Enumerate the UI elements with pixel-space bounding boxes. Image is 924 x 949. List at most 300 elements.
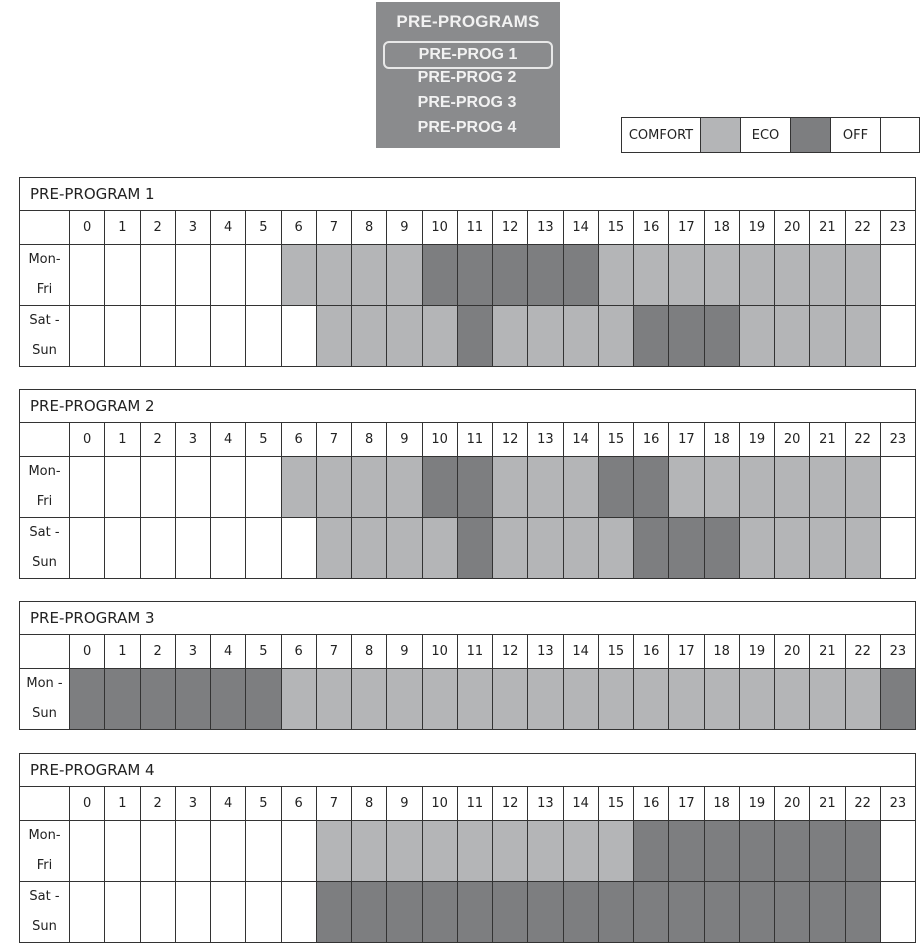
hour-header-7: 7 <box>316 787 351 821</box>
slot-cell-hour-6 <box>281 457 316 518</box>
slot-cell-hour-19 <box>739 669 774 730</box>
program-table-4 <box>19 753 916 943</box>
slot-cell-hour-19 <box>739 882 774 943</box>
slot-cell-hour-12 <box>493 518 528 579</box>
slot-cell-hour-23 <box>880 882 915 943</box>
hour-header-23: 23 <box>880 423 915 457</box>
menu-item-pre-prog-1[interactable]: PRE-PROG 1 <box>383 41 553 69</box>
menu-item-pre-prog-4[interactable]: PRE-PROG 4 <box>417 119 517 136</box>
hour-header-18: 18 <box>704 787 739 821</box>
slot-cell-hour-23 <box>880 245 915 306</box>
hour-header-7: 7 <box>316 423 351 457</box>
slot-cell-hour-4 <box>211 457 246 518</box>
hour-header-19: 19 <box>739 423 774 457</box>
schedule-grid <box>19 786 916 943</box>
slot-cell-hour-5 <box>246 821 281 882</box>
slot-cell-hour-15 <box>598 306 633 367</box>
slot-cell-hour-13 <box>528 669 563 730</box>
slot-cell-hour-11 <box>457 882 492 943</box>
hours-header-row <box>20 787 916 821</box>
slot-cell-hour-17 <box>669 882 704 943</box>
hour-header-6: 6 <box>281 423 316 457</box>
hour-header-10: 10 <box>422 787 457 821</box>
slot-cell-hour-13 <box>528 821 563 882</box>
slot-cell-hour-6 <box>281 882 316 943</box>
slot-cell-hour-4 <box>211 518 246 579</box>
slot-cell-hour-18 <box>704 669 739 730</box>
day-row <box>20 457 916 518</box>
slot-cell-hour-3 <box>175 821 210 882</box>
day-row <box>20 821 916 882</box>
slot-cell-hour-6 <box>281 669 316 730</box>
slot-cell-hour-1 <box>105 457 140 518</box>
slot-cell-hour-13 <box>528 457 563 518</box>
slot-cell-hour-5 <box>246 882 281 943</box>
slot-cell-hour-18 <box>704 518 739 579</box>
hour-header-16: 16 <box>634 211 669 245</box>
program-table-2 <box>19 389 916 579</box>
slot-cell-hour-18 <box>704 457 739 518</box>
day-row <box>20 518 916 579</box>
slot-cell-hour-23 <box>880 669 915 730</box>
day-label-part: Sun <box>32 706 57 721</box>
slot-cell-hour-19 <box>739 821 774 882</box>
hour-header-19: 19 <box>739 787 774 821</box>
day-label <box>20 245 70 306</box>
hour-header-14: 14 <box>563 635 598 669</box>
slot-cell-hour-0 <box>70 821 105 882</box>
hour-header-0: 0 <box>70 211 105 245</box>
hour-header-8: 8 <box>352 787 387 821</box>
hour-header-11: 11 <box>457 787 492 821</box>
hour-header-14: 14 <box>563 211 598 245</box>
hour-header-10: 10 <box>422 635 457 669</box>
slot-cell-hour-8 <box>352 518 387 579</box>
hour-header-19: 19 <box>739 211 774 245</box>
slot-cell-hour-12 <box>493 821 528 882</box>
day-label <box>20 306 70 367</box>
program-table-1 <box>19 177 916 367</box>
slot-cell-hour-15 <box>598 245 633 306</box>
hour-header-11: 11 <box>457 635 492 669</box>
hour-header-18: 18 <box>704 211 739 245</box>
hour-header-21: 21 <box>810 635 845 669</box>
slot-cell-hour-12 <box>493 245 528 306</box>
legend-label-comfort: COMFORT <box>622 118 701 152</box>
program-title: PRE-PROGRAM 1 <box>19 177 916 210</box>
hour-header-17: 17 <box>669 211 704 245</box>
slot-cell-hour-22 <box>845 669 880 730</box>
slot-cell-hour-6 <box>281 518 316 579</box>
hour-header-1: 1 <box>105 787 140 821</box>
hour-header-12: 12 <box>493 787 528 821</box>
slot-cell-hour-21 <box>810 457 845 518</box>
slot-cell-hour-15 <box>598 821 633 882</box>
slot-cell-hour-22 <box>845 882 880 943</box>
slot-cell-hour-7 <box>316 306 351 367</box>
slot-cell-hour-12 <box>493 882 528 943</box>
slot-cell-hour-15 <box>598 882 633 943</box>
hour-header-4: 4 <box>211 211 246 245</box>
hour-header-1: 1 <box>105 635 140 669</box>
day-row <box>20 669 916 730</box>
hour-header-0: 0 <box>70 423 105 457</box>
day-label <box>20 457 70 518</box>
slot-cell-hour-9 <box>387 882 422 943</box>
hour-header-5: 5 <box>246 787 281 821</box>
slot-cell-hour-21 <box>810 669 845 730</box>
hour-header-3: 3 <box>175 635 210 669</box>
slot-cell-hour-6 <box>281 306 316 367</box>
day-label-part: Fri <box>36 282 53 297</box>
day-label <box>20 821 70 882</box>
slot-cell-hour-22 <box>845 518 880 579</box>
hour-header-13: 13 <box>528 635 563 669</box>
hour-header-12: 12 <box>493 423 528 457</box>
hour-header-15: 15 <box>598 423 633 457</box>
schedule-grid <box>19 210 916 367</box>
hour-header-9: 9 <box>387 787 422 821</box>
hour-header-16: 16 <box>634 635 669 669</box>
slot-cell-hour-2 <box>140 882 175 943</box>
schedule-grid <box>19 634 916 730</box>
slot-cell-hour-0 <box>70 669 105 730</box>
slot-cell-hour-9 <box>387 306 422 367</box>
slot-cell-hour-20 <box>775 669 810 730</box>
hour-header-13: 13 <box>528 211 563 245</box>
hour-header-22: 22 <box>845 635 880 669</box>
slot-cell-hour-15 <box>598 518 633 579</box>
slot-cell-hour-10 <box>422 669 457 730</box>
slot-cell-hour-22 <box>845 821 880 882</box>
slot-cell-hour-1 <box>105 306 140 367</box>
slot-cell-hour-2 <box>140 821 175 882</box>
slot-cell-hour-18 <box>704 245 739 306</box>
program-title: PRE-PROGRAM 3 <box>19 601 916 634</box>
slot-cell-hour-4 <box>211 669 246 730</box>
slot-cell-hour-0 <box>70 457 105 518</box>
slot-cell-hour-9 <box>387 821 422 882</box>
slot-cell-hour-21 <box>810 306 845 367</box>
day-label-part: Sat - <box>29 889 60 904</box>
slot-cell-hour-16 <box>634 457 669 518</box>
hour-header-8: 8 <box>352 635 387 669</box>
hour-header-20: 20 <box>775 635 810 669</box>
day-label-part: Sun <box>32 919 57 934</box>
day-label-part: Sat - <box>29 525 60 540</box>
slot-cell-hour-19 <box>739 306 774 367</box>
hour-header-9: 9 <box>387 211 422 245</box>
slot-cell-hour-17 <box>669 669 704 730</box>
day-label <box>20 518 70 579</box>
hour-header-22: 22 <box>845 787 880 821</box>
slot-cell-hour-10 <box>422 882 457 943</box>
slot-cell-hour-23 <box>880 306 915 367</box>
hour-header-15: 15 <box>598 635 633 669</box>
slot-cell-hour-8 <box>352 457 387 518</box>
hour-header-22: 22 <box>845 211 880 245</box>
slot-cell-hour-10 <box>422 518 457 579</box>
hour-header-8: 8 <box>352 423 387 457</box>
menu-item-pre-prog-3[interactable]: PRE-PROG 3 <box>417 94 517 111</box>
hour-header-16: 16 <box>634 423 669 457</box>
day-label-part: Sun <box>32 343 57 358</box>
corner-cell <box>20 211 70 245</box>
slot-cell-hour-16 <box>634 518 669 579</box>
slot-cell-hour-20 <box>775 518 810 579</box>
menu-item-pre-prog-2[interactable]: PRE-PROG 2 <box>417 69 517 86</box>
day-label-part: Mon- <box>28 252 61 267</box>
slot-cell-hour-1 <box>105 821 140 882</box>
hour-header-17: 17 <box>669 423 704 457</box>
hour-header-10: 10 <box>422 423 457 457</box>
slot-cell-hour-9 <box>387 457 422 518</box>
slot-cell-hour-12 <box>493 457 528 518</box>
hour-header-11: 11 <box>457 211 492 245</box>
slot-cell-hour-2 <box>140 669 175 730</box>
slot-cell-hour-10 <box>422 821 457 882</box>
hour-header-5: 5 <box>246 635 281 669</box>
slot-cell-hour-8 <box>352 882 387 943</box>
slot-cell-hour-14 <box>563 669 598 730</box>
corner-cell <box>20 423 70 457</box>
slot-cell-hour-12 <box>493 306 528 367</box>
slot-cell-hour-2 <box>140 245 175 306</box>
slot-cell-hour-1 <box>105 882 140 943</box>
slot-cell-hour-17 <box>669 821 704 882</box>
slot-cell-hour-9 <box>387 518 422 579</box>
slot-cell-hour-5 <box>246 245 281 306</box>
slot-cell-hour-11 <box>457 518 492 579</box>
slot-cell-hour-10 <box>422 306 457 367</box>
hour-header-21: 21 <box>810 423 845 457</box>
slot-cell-hour-3 <box>175 306 210 367</box>
slot-cell-hour-5 <box>246 306 281 367</box>
slot-cell-hour-14 <box>563 882 598 943</box>
hour-header-0: 0 <box>70 635 105 669</box>
slot-cell-hour-20 <box>775 882 810 943</box>
slot-cell-hour-14 <box>563 821 598 882</box>
slot-cell-hour-14 <box>563 457 598 518</box>
slot-cell-hour-19 <box>739 245 774 306</box>
slot-cell-hour-17 <box>669 518 704 579</box>
slot-cell-hour-7 <box>316 669 351 730</box>
slot-cell-hour-0 <box>70 306 105 367</box>
slot-cell-hour-14 <box>563 306 598 367</box>
hour-header-5: 5 <box>246 423 281 457</box>
hour-header-16: 16 <box>634 787 669 821</box>
slot-cell-hour-15 <box>598 457 633 518</box>
slot-cell-hour-23 <box>880 457 915 518</box>
schedule-grid <box>19 422 916 579</box>
slot-cell-hour-11 <box>457 457 492 518</box>
hour-header-20: 20 <box>775 211 810 245</box>
slot-cell-hour-3 <box>175 518 210 579</box>
hours-header-row <box>20 211 916 245</box>
day-row <box>20 245 916 306</box>
slot-cell-hour-16 <box>634 245 669 306</box>
hour-header-9: 9 <box>387 635 422 669</box>
corner-cell <box>20 787 70 821</box>
hour-header-4: 4 <box>211 423 246 457</box>
slot-cell-hour-9 <box>387 245 422 306</box>
hour-header-23: 23 <box>880 635 915 669</box>
hour-header-21: 21 <box>810 787 845 821</box>
slot-cell-hour-16 <box>634 882 669 943</box>
slot-cell-hour-5 <box>246 457 281 518</box>
hour-header-15: 15 <box>598 211 633 245</box>
day-label-part: Fri <box>36 858 53 873</box>
hour-header-6: 6 <box>281 787 316 821</box>
program-table-3 <box>19 601 916 730</box>
day-label-part: Sat - <box>29 313 60 328</box>
slot-cell-hour-11 <box>457 245 492 306</box>
slot-cell-hour-17 <box>669 457 704 518</box>
slot-cell-hour-7 <box>316 882 351 943</box>
slot-cell-hour-10 <box>422 245 457 306</box>
hour-header-12: 12 <box>493 635 528 669</box>
corner-cell <box>20 635 70 669</box>
slot-cell-hour-11 <box>457 669 492 730</box>
program-title: PRE-PROGRAM 2 <box>19 389 916 422</box>
slot-cell-hour-5 <box>246 669 281 730</box>
day-label-part: Fri <box>36 494 53 509</box>
hour-header-1: 1 <box>105 423 140 457</box>
day-row <box>20 882 916 943</box>
hour-header-14: 14 <box>563 423 598 457</box>
slot-cell-hour-22 <box>845 245 880 306</box>
slot-cell-hour-11 <box>457 306 492 367</box>
slot-cell-hour-19 <box>739 518 774 579</box>
slot-cell-hour-19 <box>739 457 774 518</box>
day-row <box>20 306 916 367</box>
legend-swatch-off <box>881 118 919 152</box>
hour-header-12: 12 <box>493 211 528 245</box>
slot-cell-hour-15 <box>598 669 633 730</box>
slot-cell-hour-1 <box>105 518 140 579</box>
slot-cell-hour-21 <box>810 518 845 579</box>
legend-label-off: OFF <box>831 118 881 152</box>
hour-header-2: 2 <box>140 423 175 457</box>
slot-cell-hour-21 <box>810 821 845 882</box>
slot-cell-hour-3 <box>175 669 210 730</box>
slot-cell-hour-4 <box>211 306 246 367</box>
slot-cell-hour-7 <box>316 457 351 518</box>
hours-header-row <box>20 423 916 457</box>
pre-programs-menu-screen <box>376 2 560 148</box>
hour-header-2: 2 <box>140 635 175 669</box>
day-label <box>20 882 70 943</box>
slot-cell-hour-21 <box>810 882 845 943</box>
slot-cell-hour-23 <box>880 518 915 579</box>
hour-header-23: 23 <box>880 211 915 245</box>
hour-header-18: 18 <box>704 423 739 457</box>
slot-cell-hour-7 <box>316 821 351 882</box>
hour-header-14: 14 <box>563 787 598 821</box>
hour-header-9: 9 <box>387 423 422 457</box>
slot-cell-hour-18 <box>704 821 739 882</box>
hour-header-7: 7 <box>316 211 351 245</box>
hour-header-23: 23 <box>880 787 915 821</box>
mode-legend <box>621 117 920 153</box>
legend-swatch-eco <box>791 118 831 152</box>
slot-cell-hour-0 <box>70 518 105 579</box>
day-label <box>20 669 70 730</box>
slot-cell-hour-2 <box>140 457 175 518</box>
slot-cell-hour-17 <box>669 245 704 306</box>
hour-header-20: 20 <box>775 423 810 457</box>
hour-header-3: 3 <box>175 211 210 245</box>
legend-swatch-comfort <box>701 118 741 152</box>
hour-header-2: 2 <box>140 787 175 821</box>
hour-header-4: 4 <box>211 787 246 821</box>
slot-cell-hour-13 <box>528 882 563 943</box>
slot-cell-hour-21 <box>810 245 845 306</box>
hour-header-17: 17 <box>669 635 704 669</box>
hour-header-4: 4 <box>211 635 246 669</box>
slot-cell-hour-7 <box>316 245 351 306</box>
slot-cell-hour-20 <box>775 306 810 367</box>
slot-cell-hour-22 <box>845 457 880 518</box>
hour-header-17: 17 <box>669 787 704 821</box>
slot-cell-hour-5 <box>246 518 281 579</box>
hour-header-3: 3 <box>175 423 210 457</box>
menu-title: PRE-PROGRAMS <box>396 12 540 31</box>
slot-cell-hour-20 <box>775 457 810 518</box>
hour-header-6: 6 <box>281 211 316 245</box>
slot-cell-hour-18 <box>704 882 739 943</box>
day-label-part: Mon- <box>28 828 61 843</box>
slot-cell-hour-9 <box>387 669 422 730</box>
hour-header-13: 13 <box>528 423 563 457</box>
slot-cell-hour-16 <box>634 669 669 730</box>
slot-cell-hour-14 <box>563 518 598 579</box>
hour-header-10: 10 <box>422 211 457 245</box>
slot-cell-hour-8 <box>352 669 387 730</box>
slot-cell-hour-14 <box>563 245 598 306</box>
hour-header-8: 8 <box>352 211 387 245</box>
slot-cell-hour-18 <box>704 306 739 367</box>
slot-cell-hour-20 <box>775 821 810 882</box>
hour-header-2: 2 <box>140 211 175 245</box>
hour-header-5: 5 <box>246 211 281 245</box>
slot-cell-hour-2 <box>140 306 175 367</box>
day-label-part: Mon- <box>28 464 61 479</box>
slot-cell-hour-23 <box>880 821 915 882</box>
slot-cell-hour-13 <box>528 518 563 579</box>
hour-header-7: 7 <box>316 635 351 669</box>
slot-cell-hour-13 <box>528 245 563 306</box>
slot-cell-hour-8 <box>352 306 387 367</box>
hour-header-22: 22 <box>845 423 880 457</box>
slot-cell-hour-20 <box>775 245 810 306</box>
slot-cell-hour-16 <box>634 821 669 882</box>
slot-cell-hour-0 <box>70 882 105 943</box>
hours-header-row <box>20 635 916 669</box>
slot-cell-hour-17 <box>669 306 704 367</box>
hour-header-1: 1 <box>105 211 140 245</box>
slot-cell-hour-1 <box>105 669 140 730</box>
hour-header-0: 0 <box>70 787 105 821</box>
slot-cell-hour-7 <box>316 518 351 579</box>
slot-cell-hour-2 <box>140 518 175 579</box>
slot-cell-hour-22 <box>845 306 880 367</box>
slot-cell-hour-0 <box>70 245 105 306</box>
slot-cell-hour-4 <box>211 882 246 943</box>
hour-header-15: 15 <box>598 787 633 821</box>
slot-cell-hour-4 <box>211 245 246 306</box>
hour-header-6: 6 <box>281 635 316 669</box>
